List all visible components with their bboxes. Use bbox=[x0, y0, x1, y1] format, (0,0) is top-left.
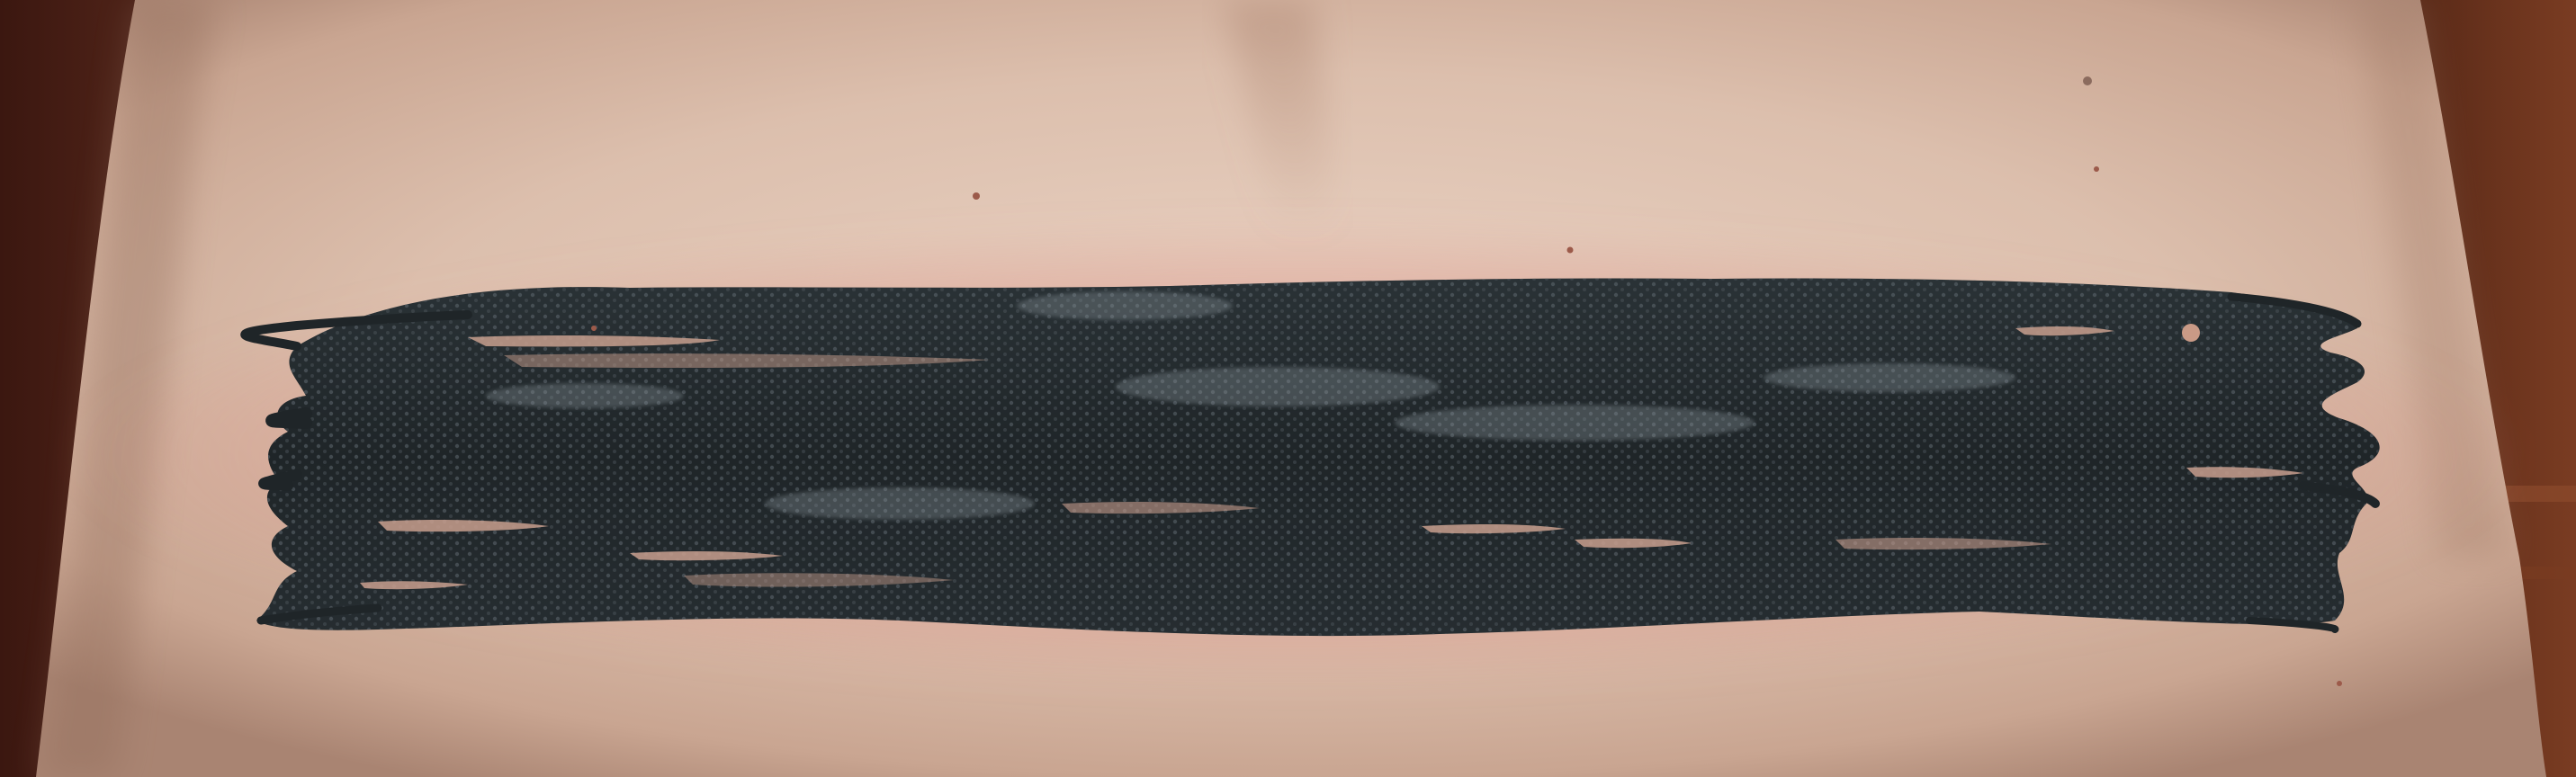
tattoo-tail-left-3 bbox=[264, 475, 297, 486]
brush-stroke-tattoo bbox=[245, 278, 2379, 636]
tattoo-tail-left-2 bbox=[272, 414, 306, 423]
tattoo-skin-spot bbox=[2182, 324, 2200, 342]
